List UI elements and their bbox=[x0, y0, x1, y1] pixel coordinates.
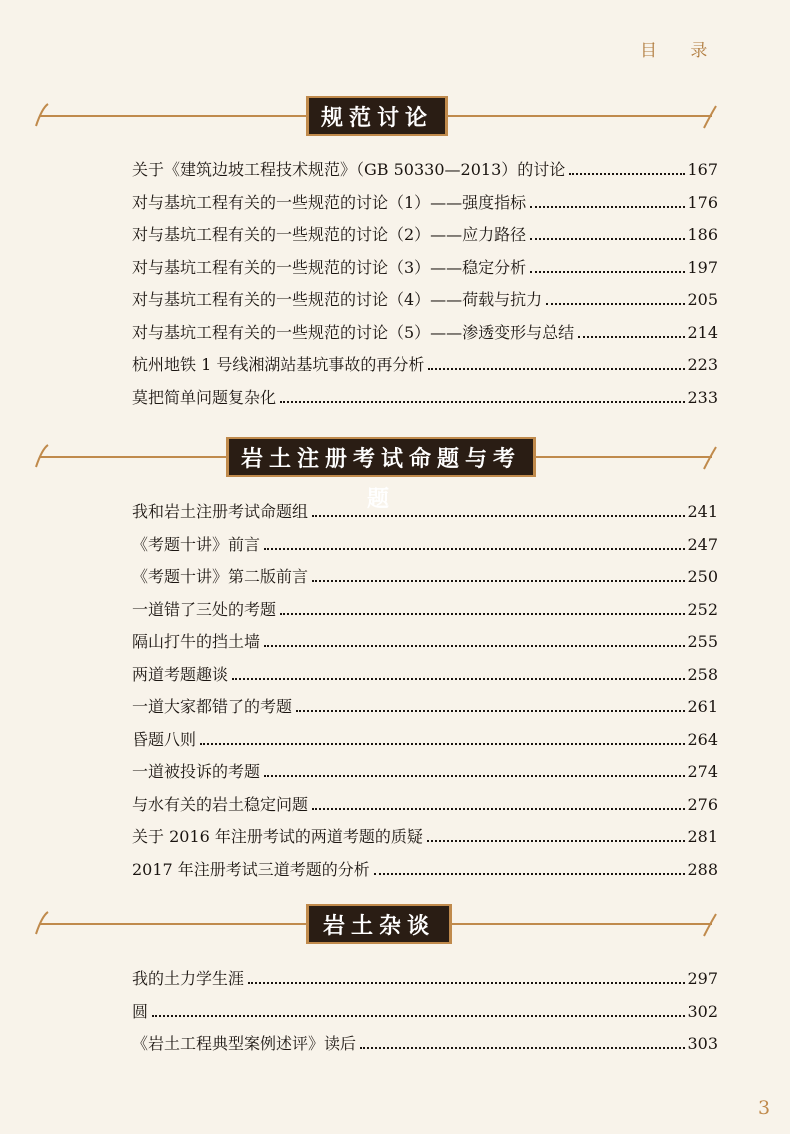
toc-item-title: 莫把简单问题复杂化 bbox=[132, 387, 277, 407]
toc-item[interactable] bbox=[132, 532, 718, 565]
toc-item[interactable] bbox=[132, 694, 718, 727]
leader-dots bbox=[280, 613, 685, 615]
toc-item-page: 205 bbox=[687, 290, 718, 309]
toc-list-1 bbox=[132, 157, 718, 417]
toc-item[interactable] bbox=[132, 1031, 718, 1064]
leader-dots bbox=[374, 873, 686, 875]
toc-item[interactable] bbox=[132, 759, 718, 792]
toc-item-page: 258 bbox=[687, 664, 718, 684]
toc-item-title: 一道错了三处的考题 bbox=[132, 599, 277, 619]
toc-item[interactable] bbox=[132, 824, 718, 857]
toc-item-title: 一道大家都错了的考题 bbox=[132, 697, 293, 716]
toc-item[interactable] bbox=[132, 727, 718, 760]
toc-item-title: 对与基坑工程有关的一些规范的讨论（1）——强度指标 bbox=[132, 192, 527, 212]
leader-dots bbox=[530, 206, 685, 208]
toc-item[interactable] bbox=[132, 792, 718, 825]
toc-item-page: 281 bbox=[687, 827, 718, 846]
leader-dots bbox=[264, 645, 685, 647]
toc-item-title: 《岩土工程典型案例述评》读后 bbox=[132, 1034, 357, 1053]
leader-dots bbox=[152, 1015, 685, 1017]
leader-dots bbox=[248, 982, 685, 984]
toc-item-page: 274 bbox=[687, 762, 718, 781]
leader-dots bbox=[312, 580, 685, 582]
toc-item-page: 288 bbox=[687, 859, 718, 879]
toc-item-page: 223 bbox=[687, 355, 718, 374]
toc-item-title: 2017 年注册考试三道考题的分析 bbox=[132, 859, 370, 879]
toc-item[interactable] bbox=[132, 190, 718, 223]
toc-item-page: 276 bbox=[687, 794, 718, 814]
toc-item-title: 《考题十讲》前言 bbox=[132, 534, 261, 554]
toc-list-3 bbox=[132, 966, 718, 1064]
toc-item-page: 255 bbox=[687, 632, 718, 651]
toc-item-page: 250 bbox=[687, 567, 718, 586]
toc-list-2 bbox=[132, 499, 718, 889]
toc-item-title: 我的土力学生涯 bbox=[132, 969, 245, 988]
toc-item-page: 302 bbox=[687, 1001, 718, 1021]
toc-item[interactable] bbox=[132, 385, 718, 418]
leader-dots bbox=[312, 515, 685, 517]
toc-item-page: 241 bbox=[687, 502, 718, 521]
toc-item[interactable] bbox=[132, 499, 718, 532]
toc-item[interactable] bbox=[132, 966, 718, 999]
toc-item-title: 我和岩土注册考试命题组 bbox=[132, 502, 309, 521]
toc-item-title: 与水有关的岩土稳定问题 bbox=[132, 794, 309, 814]
toc-item-title: 隔山打牛的挡土墙 bbox=[132, 632, 261, 651]
toc-item-page: 214 bbox=[687, 322, 718, 342]
leader-dots bbox=[427, 840, 686, 842]
toc-item[interactable] bbox=[132, 999, 718, 1032]
toc-item-page: 252 bbox=[687, 599, 718, 619]
section-title-1: 规范讨论 bbox=[306, 96, 448, 136]
toc-item[interactable] bbox=[132, 857, 718, 890]
section-title-3: 岩土杂谈 bbox=[306, 904, 452, 944]
toc-item-page: 186 bbox=[687, 225, 718, 244]
toc-item[interactable] bbox=[132, 564, 718, 597]
toc-item[interactable] bbox=[132, 255, 718, 288]
toc-item-title: 对与基坑工程有关的一些规范的讨论（5）——渗透变形与总结 bbox=[132, 322, 575, 342]
leader-dots bbox=[296, 710, 685, 712]
toc-item-page: 247 bbox=[687, 534, 718, 554]
toc-item-page: 197 bbox=[687, 257, 718, 277]
toc-item-title: 对与基坑工程有关的一些规范的讨论（3）——稳定分析 bbox=[132, 257, 527, 277]
toc-item-title: 昏题八则 bbox=[132, 729, 197, 749]
leader-dots bbox=[264, 548, 685, 550]
toc-item-page: 233 bbox=[687, 387, 718, 407]
toc-item[interactable] bbox=[132, 157, 718, 190]
toc-item[interactable] bbox=[132, 629, 718, 662]
toc-item-title: 关于 2016 年注册考试的两道考题的质疑 bbox=[132, 827, 423, 846]
toc-item[interactable] bbox=[132, 222, 718, 255]
toc-item-title: 《考题十讲》第二版前言 bbox=[132, 567, 309, 586]
leader-dots bbox=[264, 775, 685, 777]
toc-item-page: 261 bbox=[687, 697, 718, 716]
toc-item[interactable] bbox=[132, 320, 718, 353]
toc-page-header: 目 录 bbox=[640, 41, 722, 61]
toc-item-page: 303 bbox=[687, 1034, 718, 1053]
leader-dots bbox=[546, 303, 685, 305]
toc-item-title: 一道被投诉的考题 bbox=[132, 762, 261, 781]
page-number: 3 bbox=[758, 1097, 771, 1119]
leader-dots bbox=[530, 271, 685, 273]
toc-item-page: 297 bbox=[687, 969, 718, 988]
toc-item-title: 圆 bbox=[132, 1001, 149, 1021]
leader-dots bbox=[280, 401, 685, 403]
toc-item-title: 关于《建筑边坡工程技术规范》（GB 50330—2013）的讨论 bbox=[132, 160, 566, 179]
leader-dots bbox=[428, 368, 685, 370]
section-title-2: 岩土注册考试命题与考题 bbox=[226, 437, 536, 477]
toc-item-title: 两道考题趣谈 bbox=[132, 664, 229, 684]
leader-dots bbox=[200, 743, 685, 745]
toc-item[interactable] bbox=[132, 597, 718, 630]
toc-item-title: 杭州地铁 1 号线湘湖站基坑事故的再分析 bbox=[132, 355, 425, 374]
leader-dots bbox=[578, 336, 685, 338]
leader-dots bbox=[530, 238, 685, 240]
toc-item[interactable] bbox=[132, 287, 718, 320]
toc-item-title: 对与基坑工程有关的一些规范的讨论（2）——应力路径 bbox=[132, 225, 527, 244]
toc-item-title: 对与基坑工程有关的一些规范的讨论（4）——荷载与抗力 bbox=[132, 290, 543, 309]
leader-dots bbox=[360, 1047, 685, 1049]
leader-dots bbox=[232, 678, 685, 680]
toc-item-page: 264 bbox=[687, 729, 718, 749]
toc-item-page: 176 bbox=[687, 192, 718, 212]
toc-item-page: 167 bbox=[687, 160, 718, 179]
toc-item[interactable] bbox=[132, 352, 718, 385]
toc-item[interactable] bbox=[132, 662, 718, 695]
leader-dots bbox=[569, 173, 685, 175]
leader-dots bbox=[312, 808, 685, 810]
